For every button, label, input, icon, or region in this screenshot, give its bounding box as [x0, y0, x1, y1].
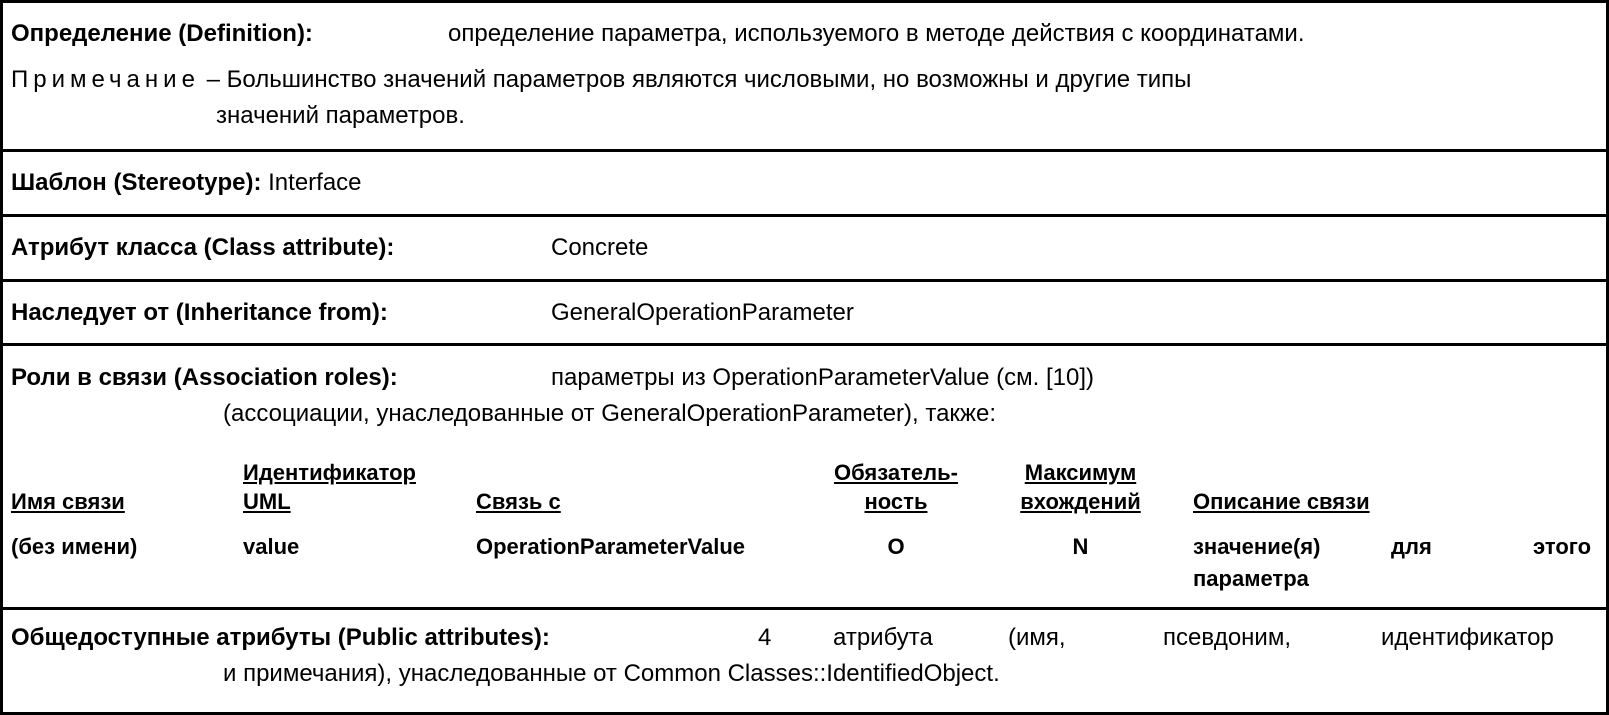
- class-attribute-value: Concrete: [551, 234, 649, 261]
- definition-text: определение параметра, используемого в методе действия с координатами.: [448, 20, 1305, 47]
- note-text-line1: Большинство значений параметров являются числовыми, но возможны и другие типы: [226, 66, 1192, 93]
- table-cell-assoc: OperationParameterValue: [476, 534, 746, 559]
- public-attributes-label: Общедоступные атрибуты (Public attributes):: [11, 624, 550, 651]
- public-attributes-word4: псевдоним,: [1163, 624, 1292, 651]
- note-dash: –: [206, 66, 220, 93]
- table-cell-desc-word3: этого: [1533, 534, 1592, 559]
- table-cell-max: N: [1072, 534, 1089, 559]
- col-header-max-line1: Максимум: [1024, 460, 1137, 485]
- table-cell-desc-line2: параметра: [1193, 566, 1309, 591]
- col-header-obligation-line1: Обязатель-: [834, 460, 958, 485]
- divider: [3, 343, 1606, 346]
- table-cell-obligation: O: [887, 534, 905, 559]
- association-roles-line2: (ассоциации, унаследованные от GeneralOperationParameter), также:: [223, 400, 997, 427]
- table-cell-desc-word1: значение(я): [1193, 534, 1321, 559]
- inheritance-value: GeneralOperationParameter: [551, 299, 854, 326]
- public-attributes-line2: и примечания), унаследованные от Common Classes::IdentifiedObject.: [223, 660, 1000, 687]
- divider: [3, 149, 1606, 152]
- table-cell-desc-word2: для: [1391, 534, 1432, 559]
- col-header-description: Описание связи: [1193, 489, 1370, 514]
- inheritance-label: Наследует от (Inheritance from):: [11, 299, 388, 326]
- note-text-line2: значений параметров.: [216, 102, 465, 129]
- stereotype-row: [11, 168, 362, 198]
- association-roles-label: Роли в связи (Association roles):: [11, 364, 398, 391]
- divider: [3, 279, 1606, 282]
- note-row: [11, 65, 1191, 95]
- col-header-uml-line1: Идентификатор: [243, 460, 416, 485]
- col-header-name: Имя связи: [11, 489, 125, 514]
- definition-row: [11, 19, 313, 49]
- divider: [3, 607, 1606, 610]
- table-cell-uml: value: [243, 534, 300, 559]
- public-attributes-word3: (имя,: [1008, 624, 1066, 651]
- col-header-assoc: Связь с: [476, 489, 561, 514]
- table-cell-name: (без имени): [11, 534, 138, 559]
- divider: [3, 214, 1606, 217]
- col-header-obligation-line2: ность: [864, 489, 928, 514]
- note-label: Примечание: [11, 66, 200, 93]
- association-roles-line1: параметры из OperationParameterValue (см. [10]): [551, 364, 1094, 391]
- stereotype-label: Шаблон (Stereotype):: [11, 169, 262, 196]
- public-attributes-word5: идентификатор: [1381, 624, 1554, 651]
- stereotype-value: Interface: [268, 169, 362, 196]
- class-attribute-label: Атрибут класса (Class attribute):: [11, 234, 395, 261]
- col-header-max-line2: вхождений: [1020, 489, 1141, 514]
- definition-label: Определение (Definition):: [11, 20, 313, 47]
- public-attributes-word2: атрибута: [833, 624, 933, 651]
- col-header-uml-line2: UML: [243, 489, 291, 514]
- public-attributes-word1: 4: [758, 624, 772, 651]
